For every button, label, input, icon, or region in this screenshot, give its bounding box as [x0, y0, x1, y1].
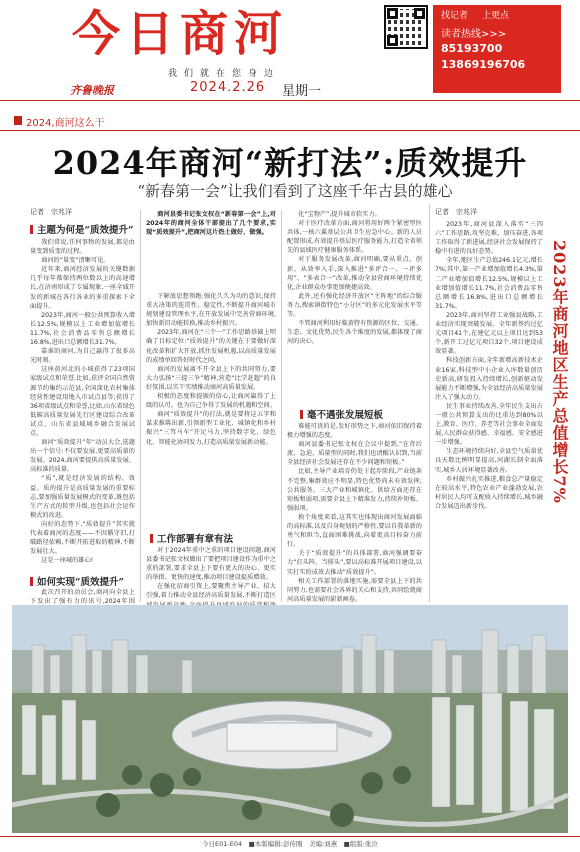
paragraph: 积极的态度和提振的信心,让商河赢得了上级的认可。也为自己争得了发展的机遇和空间。 — [146, 393, 276, 410]
paragraph: “质”,就是经济发展的结构、效益。质的提升是高质量发展的重要标志,要加强质量发展模式的变革,既包括生产方式的转型升级,也包括社会运作模式的改进。 — [30, 475, 135, 519]
paragraph: 我们常说,任何事物的发展,都是由量变到质变的过程。 — [30, 239, 135, 256]
paragraph: 这座黄河北的小城获得了23项国家级试点和荣誉,比如,获评全国自然资源节约集约示范县,全国深化农村集体经营性建设用地入市试点县等;获得了36项省级试点和荣誉,比如,山东省绿色低碳高质量发展先行区建设综合改革试点、山东省县域城乡融合发展试点。 — [30, 366, 135, 437]
byline-left: 记者 宗兆洋 — [30, 208, 72, 216]
paragraph: 此外,还有强化经济开放区“主阵地”的综合服务力,搜索镇街特色“小分区”的多元化发展水平等等。 — [287, 292, 422, 319]
paragraph: 下解放思想领跑:强化久久为功的意识,保持重大决策的连贯性、稳定性,不断提升商河城市规划建设管理水平,在开放发展中完善营商环境,加快新旧动能转换,推动乡村振兴。 — [146, 293, 276, 328]
masthead — [0, 0, 580, 100]
paragraph: 难能可贵的是,发好形势之下,商河依旧保持着极力增强的态度。 — [287, 423, 422, 440]
paragraph: 换个角度来看,这其实也体现出商河发展面临的高标准,以及自身规划的严格性,要以自我革新的勇气和担当,直面困难挑战,向着更高目标奋力前行。 — [287, 513, 422, 549]
paragraph: 生态环境持续向好,全县空气质量优良天数比例明显提高,河湖长制全面落实,城乡人居环境显著改善。 — [435, 448, 543, 474]
paragraph: 2023年,商河在“三个一”工作思路基础上明确了目标定位:“质效提升”的关键在于要做好深化改革和扩大开放,抓住发展机遇,以高质量发展的成绩单回答好时代之问。 — [146, 329, 276, 364]
column-3-body-2 — [287, 422, 422, 604]
city-aerial-photo — [12, 605, 568, 833]
masthead-slogan: 我们就在您身边 — [168, 69, 281, 79]
section-heading-work-plan: 工作部署有章有法 — [150, 531, 233, 545]
hotline-phone-1: 85193700 — [441, 42, 503, 55]
sidebar-vertical-title: 2023年商河地区生产总值增长7% — [550, 240, 569, 504]
column-1-body-2 — [30, 588, 135, 604]
section-bar — [0, 114, 580, 128]
paragraph: 商河的“量变”清晰可见。 — [41, 257, 110, 265]
paragraph: 商河“质效提升”的打法,就是要将这五字和谋求推陈出新,引领新型工业化、城镇化和乡村振兴“三驾马车”开足马力,坚持数字化、绿色化、智能化协同发力,打造高质量发展新动能。 — [146, 411, 276, 446]
issue-date: 2024.2.26 — [190, 80, 266, 95]
page-footer: 今日E01-E04 ■本版编辑:彭传刚 美编:刘燕 ■组版:张泣 — [0, 836, 580, 851]
reader-hotline-box — [433, 5, 561, 93]
column-2-body-2 — [146, 546, 276, 604]
paragraph: 此次召开的动员会,商河向全县上下发出了强有力的讯号,2024年围 — [30, 589, 135, 606]
paragraph: 对于服务发展改革,商河明确,要从重点、创新、从效率入手,深入推进“多评合一、一评多用”、“多表合一”改革,推动全县营商环境持续优化,企业群众办事更加便捷高效。 — [287, 256, 422, 291]
subheadline: “新春第一会”让我们看到了这座千年古县的雄心 — [137, 182, 453, 200]
paragraph: 商河县委书记张文权在“新春第一会”上,对2024年的商河全体干部提出了几个要求,实现“质效提升”,把商河这片热土做好、做强。 — [146, 211, 276, 237]
section-marker-icon — [14, 116, 22, 125]
issue-weekday: 星期一 — [282, 84, 322, 99]
newspaper-logo: 齐鲁晚报 — [70, 84, 114, 97]
paragraph: 全年,地区生产总值246.1亿元,增长7%;其中,第一产业增加值增长4.3%,第二产业增加值增长12.5%,规模以上工业增加值增长11.7%,社会消费品零售总额增长16.8%,进出口总额增长31.7%。 — [435, 257, 543, 310]
column-1-body — [30, 238, 135, 565]
hotline-tab-right: 上更点 — [482, 11, 510, 21]
byline-right: 记者 宗兆洋 — [435, 208, 477, 216]
paragraph: 在强化招商引资上,要聚焦主导产业、招大引强,着力推动全县经济高质量发展,不断打造区 — [146, 583, 276, 600]
paragraph: 商河县委书记张文权在会议中提到,“在背后流、急迫、质量型的同时,我们也清醒认识到,当前全县经济社会发展还存在不少问题和短板。” — [287, 441, 422, 467]
masthead-title: 今日商河 — [72, 6, 289, 62]
paragraph: 不管商河利用好临黄特有资源的区位、交通、生态、文化优势,民生各个维度的发展,都体现了商河的决心。 — [287, 320, 422, 346]
hotline-tab-left: 找记者 — [441, 11, 469, 21]
section-label: 2024,商河这么干 — [26, 118, 105, 129]
paragraph: 关于“质效提升”的具体部署,商河强调要奋力“打头阵、当排头”,要以高标准开展项目建设,以实打实的成效去推动“质效提升”。 — [287, 550, 422, 576]
paragraph: 对于2024年重中之重的项目建设问题,商河县委书记张文权做出了要把项目建设作为重中之重的部署,要求全县上下要有更大的决心、更实的举措、更快的速度,推动项目建设提质增效。 — [146, 547, 276, 582]
paragraph: 民生事业持续改善,全年民生支出占一般公共预算支出的比重达到80%以上,教育、医疗、养老等社会事业全面发展,人民群众获得感、幸福感、安全感进一步增强。 — [435, 402, 543, 447]
paragraph: 近年来,商河经济发展的关键数据几乎每年都保持两位数以上的高速增长,在济南形成了专属现象,一座全域开发的新城在各行各业的多重探索下全面提升。 — [30, 266, 135, 310]
column-2-body — [146, 292, 276, 524]
section-heading-how-achieve: 如何实现“质效提升” — [30, 574, 124, 588]
paragraph: 靠谁的商河,为自己赢得了很多高光时刻。 — [30, 348, 135, 365]
paragraph: 2023年,商河坚持工业强县战略,工业经济实现突破发展。全年新签约过亿元项目41个,在建亿元以上项目达到53个,新开工过亿元项目32个,项目建设成效显著。 — [435, 311, 543, 356]
paragraph: 比如,主导产业培育仍处于起步阶段,产业链条不完整,集群效应不明显,特色优势尚未有效发挥;公共服务、三大产业和城镇化、供给方面还存在短板和弱项,需要全县上下精准发力,持续补短板、强弱项。 — [287, 468, 422, 512]
paragraph: 化“宝物产”,提升城市软实力。 — [298, 211, 381, 218]
paragraph: 商河的发展离不开全县上下的共同努力,要大力弘扬“三提三争”精神,营造“比学赶超”的良好氛围,以实干实绩推动商河高质量发展。 — [146, 365, 276, 391]
paragraph: 2023年,商河一般公共预算收入增长12.5%,规模以上工业增加值增长11.7%,社会消费品零售总额增长16.8%,进出口总额增长31.7%。 — [30, 311, 135, 347]
section-heading-why-quality: 主题为何是“质效提升” — [30, 222, 133, 236]
city-skyline-illustration — [12, 605, 568, 833]
qr-code-icon[interactable] — [384, 5, 428, 49]
paragraph: 这是一座城的雄心! — [41, 557, 94, 565]
paragraph: 乡村振兴扎实推进,粮食总产量稳定在较高水平,特色农业产业蓬勃发展,农村居民人均可支配收入持续增长,城乡融合发展迈出新步伐。 — [435, 475, 543, 510]
paragraph: 商河“质效提升”年“动员大会,选题出一个信号:不仅要发展,更要高质量的发展。2024,商河要提供高质量发展、高标准的质量, — [30, 439, 135, 474]
section-heading-shortcomings: 毫不遇张发展短板 — [300, 407, 383, 421]
paragraph: 科技创新方面,全年新增高新技术企业16家,科技型中小企业入库数量创历史新高,研发投入持续增长,创新驱动发展能力不断增强,为全县经济高质量发展注入了强大动力。 — [435, 357, 543, 401]
headline: 2024年商河“新打法”:质效提升 — [52, 144, 528, 182]
column-4-body — [435, 220, 543, 602]
hotline-phone-2: 13869196706 — [441, 58, 526, 71]
column-3-body — [287, 210, 422, 402]
hotline-label: 读者热线>>> — [441, 29, 507, 40]
column-2-intro — [146, 210, 276, 284]
paragraph: 对于医疗改革方面,商河将用好两个紧密型医共体,一核六翼基层公共卫生应急中心。新的人员配置形成,有效提升基层医疗服务能力,打造全省领先的县域医疗健康服务体系。 — [287, 220, 422, 255]
paragraph: 向好的态势下,“质效提升”其实就代表着商河的态度——不因循守旧,打破路径依赖,不断开拓进取的精神,不断发展壮大。 — [30, 520, 135, 556]
paragraph: 相关工作部署的落地实施,需要全县上下的共同努力,也需要社会各界的关心和支持,共同绘就商河高质量发展的崭新画卷。 — [287, 577, 422, 603]
paragraph: 2023年,商河县深入落实“三四六”工作思路,攻坚克难、加压奋进,各项工作取得了新进展,经济社会发展保持了稳中有进的良好态势。 — [435, 221, 543, 256]
